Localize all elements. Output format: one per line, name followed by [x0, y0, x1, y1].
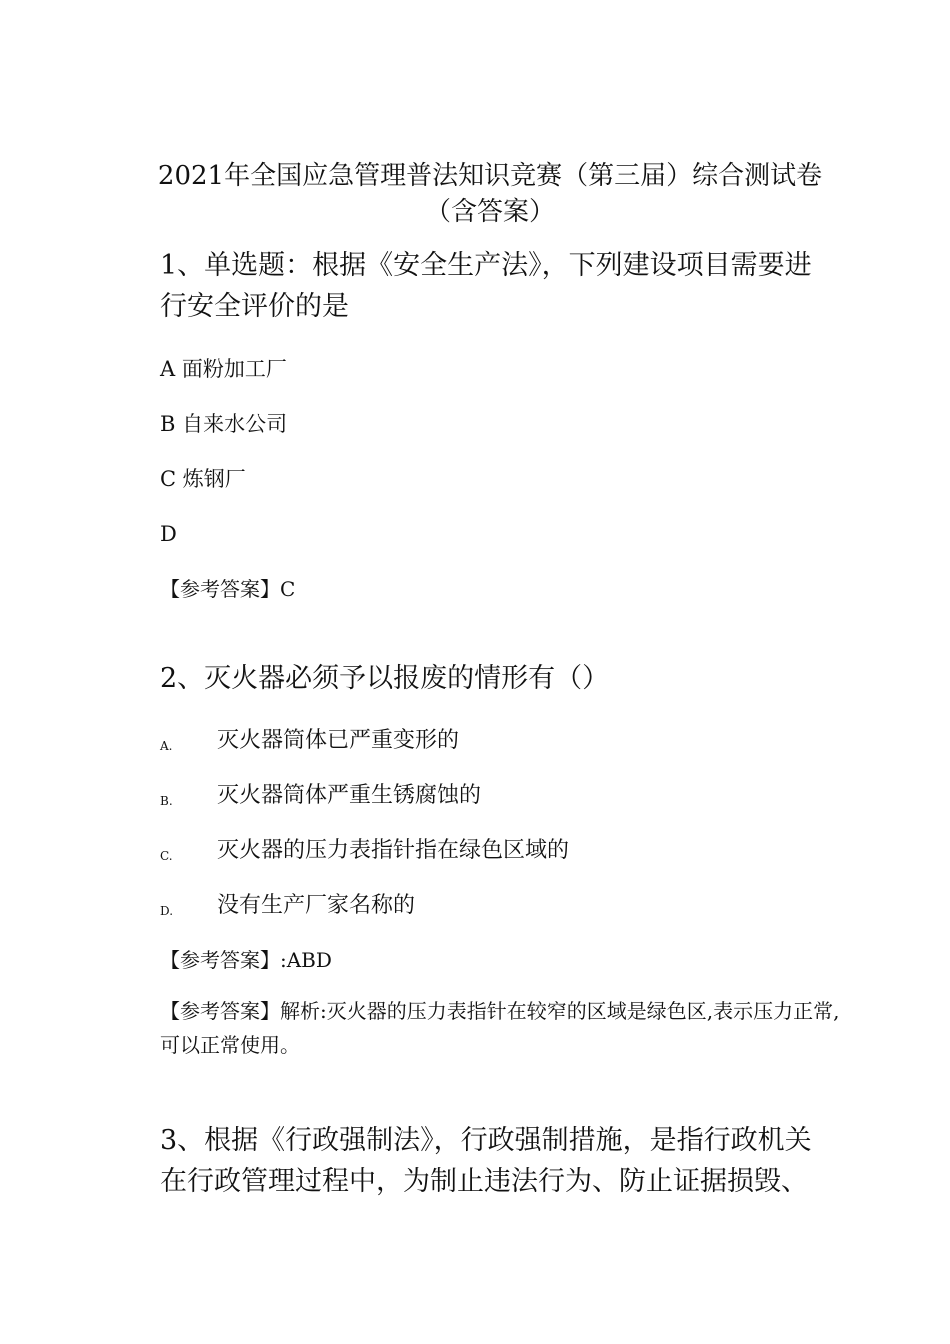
question-2-answer: 【参考答案】:ABD: [160, 948, 332, 972]
document-title: 2021年全国应急管理普法知识竞赛（第三届）综合测试卷（含答案）: [157, 161, 823, 227]
option-text: 没有生产厂家名称的: [217, 893, 416, 918]
option-letter: D.: [160, 904, 174, 918]
question-1-option-a: A 面粉加工厂: [160, 357, 287, 381]
question-3-stem: 3、根据《行政强制法》，行政强制措施，是指行政机关在行政管理过程中，为制止违法行为、防止证据损毁、: [160, 1125, 812, 1197]
question-2-explanation: 【参考答案】解析:灭火器的压力表指针在较窄的区域是绿色区,表示压力正常,可以正常使用。: [160, 999, 840, 1057]
option-letter: B.: [160, 794, 173, 808]
option-letter: C.: [160, 849, 173, 863]
option-text: 灭火器筒体严重生锈腐蚀的: [217, 783, 482, 808]
question-1-option-d: D: [160, 522, 177, 546]
question-1-answer: 【参考答案】C: [160, 577, 296, 601]
option-text: 灭火器的压力表指针指在绿色区域的: [217, 838, 570, 863]
question-2-stem: 2、灭火器必须予以报废的情形有（）: [160, 663, 610, 694]
question-1-stem: 1、单选题：根据《安全生产法》，下列建设项目需要进行安全评价的是: [160, 250, 812, 322]
option-letter: A.: [160, 739, 173, 753]
question-1-option-b: B 自来水公司: [160, 412, 288, 436]
question-1-option-c: C 炼钢厂: [160, 467, 246, 491]
option-text: 灭火器筒体已严重变形的: [217, 728, 460, 753]
